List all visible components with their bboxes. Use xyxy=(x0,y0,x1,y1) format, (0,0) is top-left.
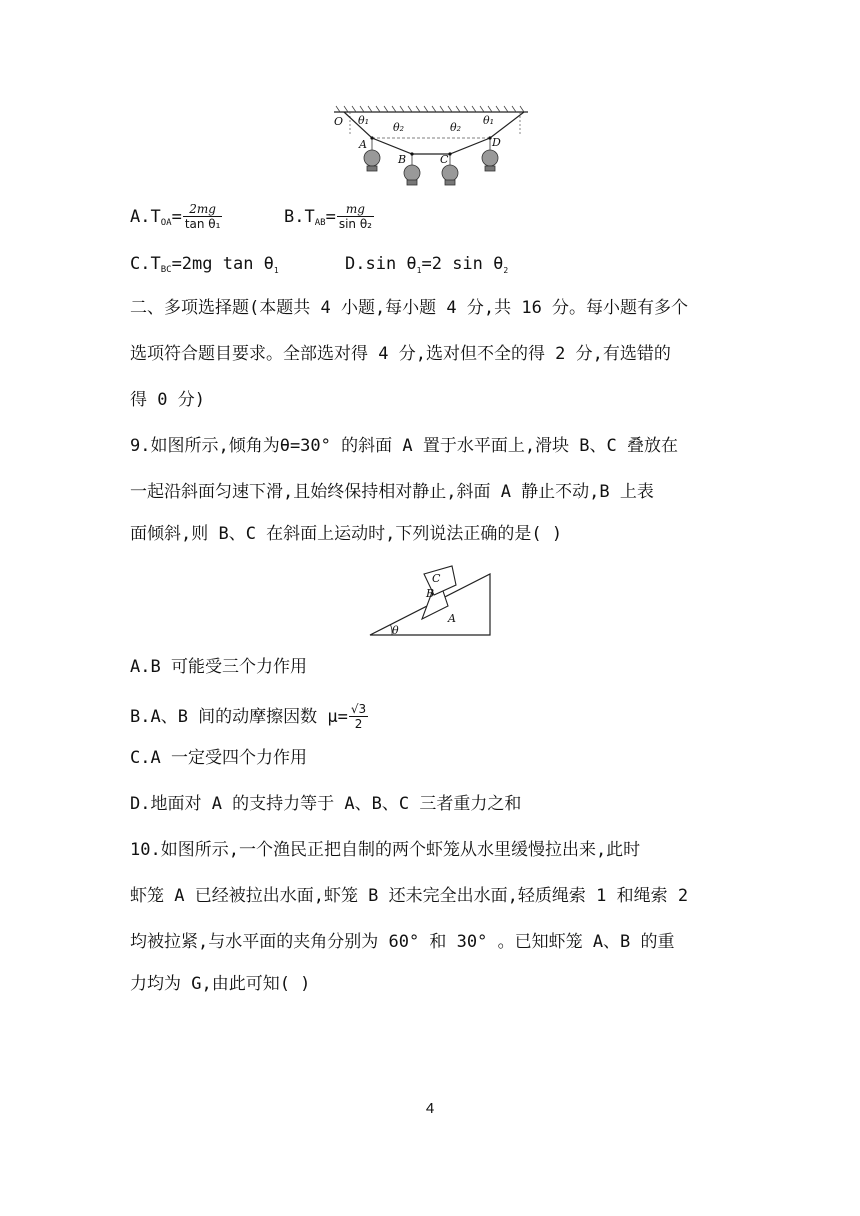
fig1-label-o: O xyxy=(334,115,344,128)
fig1-label-b: B xyxy=(398,153,407,166)
option-d-mid: =2 sin θ xyxy=(421,254,504,274)
q9-option-b-prefix: B.A、B 间的动摩擦因数 μ= xyxy=(130,707,348,727)
option-a-fraction xyxy=(183,203,223,231)
option-b-sub: AB xyxy=(314,218,326,228)
section2-line1: 二、多项选择题(本题共 4 小题,每小题 4 分,共 16 分。每小题有多个 xyxy=(130,298,689,318)
q8-option-d xyxy=(345,253,508,282)
option-b-denominator: sin θ₂ xyxy=(338,217,372,231)
q9-line1: 9.如图所示,倾角为θ=30° 的斜面 A 置于水平面上,滑块 B、C 叠放在 xyxy=(130,436,678,456)
q10-line3: 均被拉紧,与水平面的夹角分别为 60° 和 30° 。已知虾笼 A、B 的重 xyxy=(130,932,675,952)
fig1-label-c: C xyxy=(440,153,449,166)
option-c-rest: =2mg tan θ xyxy=(171,254,274,274)
option-c-prefix: C.T xyxy=(130,254,161,274)
fig1-label-theta1-right: θ₁ xyxy=(483,114,495,127)
incline-label-b: B xyxy=(426,587,435,600)
q9-option-b-fraction xyxy=(349,703,368,731)
option-d-text: D.sin θ xyxy=(345,254,417,274)
section2-line2: 选项符合题目要求。全部选对得 4 分,选对但不全的得 2 分,有选错的 xyxy=(130,344,671,364)
option-a-numerator: 2mg xyxy=(183,203,223,217)
option-b-eq: = xyxy=(325,207,336,227)
option-a-denominator: tan θ₁ xyxy=(184,217,221,231)
q10-line2: 虾笼 A 已经被拉出水面,虾笼 B 还未完全出水面,轻质绳索 1 和绳索 2 xyxy=(130,886,689,906)
incline-label-theta: θ xyxy=(392,624,399,637)
q9-option-b-denominator: 2 xyxy=(354,717,363,731)
q9-line2: 一起沿斜面匀速下滑,且始终保持相对静止,斜面 A 静止不动,B 上表 xyxy=(130,482,654,502)
option-a-eq: = xyxy=(171,207,182,227)
q9-option-b xyxy=(130,703,368,731)
q9-option-c: C.A 一定受四个力作用 xyxy=(130,748,307,768)
q9-option-d: D.地面对 A 的支持力等于 A、B、C 三者重力之和 xyxy=(130,794,522,814)
fig1-label-theta2-left: θ₂ xyxy=(393,121,405,134)
fig1-label-d: D xyxy=(492,136,501,149)
section2-line3: 得 0 分) xyxy=(130,390,205,410)
page-number: 4 xyxy=(425,1100,435,1117)
option-b-fraction xyxy=(337,203,374,231)
fig1-label-a: A xyxy=(359,138,367,151)
q8-option-b xyxy=(284,203,374,234)
option-c-sub: BC xyxy=(160,265,172,275)
fig1-label-theta2-right: θ₂ xyxy=(450,121,462,134)
q9-line3: 面倾斜,则 B、C 在斜面上运动时,下列说法正确的是( ) xyxy=(130,524,563,544)
q10-line4: 力均为 G,由此可知( ) xyxy=(130,974,311,994)
incline-figure xyxy=(366,562,494,638)
q8-option-a xyxy=(130,203,222,234)
option-c-sub2: 1 xyxy=(273,266,279,275)
option-b-numerator: mg xyxy=(337,203,374,217)
q9-option-b-numerator: √3 xyxy=(350,702,367,716)
q8-option-c xyxy=(130,253,279,282)
option-b-prefix: B.T xyxy=(284,207,315,227)
q9-option-a: A.B 可能受三个力作用 xyxy=(130,657,307,677)
option-a-sub: OA xyxy=(160,218,172,228)
q10-line1: 10.如图所示,一个渔民正把自制的两个虾笼从水里缓慢拉出来,此时 xyxy=(130,840,641,860)
fig1-label-theta1-left: θ₁ xyxy=(358,114,370,127)
option-d-sub1: 1 xyxy=(416,266,422,275)
option-d-sub2: 2 xyxy=(503,266,509,275)
option-a-prefix: A.T xyxy=(130,207,161,227)
incline-label-a: A xyxy=(448,612,456,625)
incline-label-c: C xyxy=(432,572,441,585)
